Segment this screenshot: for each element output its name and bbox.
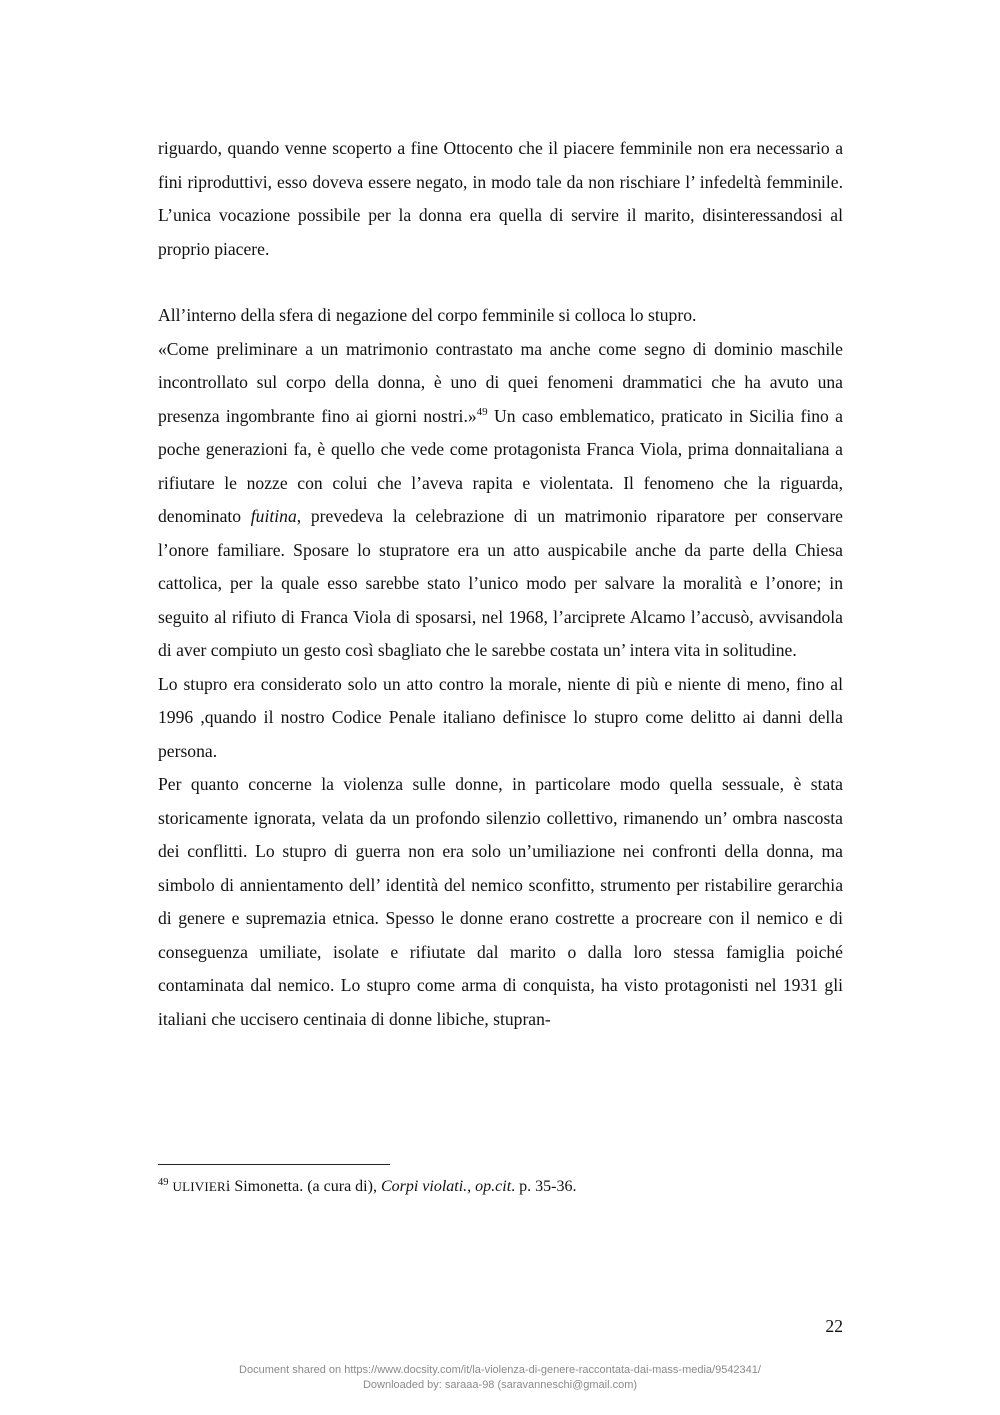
share-footer-url[interactable]: Document shared on https://www.docsity.com/it/la-violenza-di-genere-raccontata-dai-mass-media/9542341/ [239,1364,761,1376]
footnote-divider [158,1164,390,1165]
footnote-author-caps: ULIVIER [172,1179,226,1194]
quote-text: «Come preliminare a un matrimonio contrastato ma anche come segno di dominio maschile incontrollato sul corpo della donna, è uno di quei fenomeni drammatici che ha avuto una presenza ingombrante fino ai giorni nostri.» [158,338,843,426]
page-number: 22 [825,1316,843,1336]
fuitina-term: fuitina [250,506,297,526]
share-footer [0,1363,1000,1393]
paragraph-3-text-b: , prevedeva la celebrazione di un matrimonio riparatore per conservare l’onore familiare. Sposare lo stupratore era un atto auspicabile anche da parte della Chiesa cattolica, per la quale esso sarebbe stato l’unico modo per salvare la moralità e l’onore; in seguito al rifiuto di Franca Viola di sposarsi, nel 1968, l’arciprete Alcamo l’accusò, avvisandola di aver compiuto un gesto così sbagliato che le sarebbe costata un’ intera vita in solitudine. [158,506,843,660]
footnote [158,1176,843,1198]
page-body [158,132,843,1036]
footnote-pages: . p. 35-36. [511,1178,577,1195]
footnote-number: 49 [158,1177,169,1188]
paragraph-4: Lo stupro era considerato solo un atto contro la morale, niente di più e niente di meno, fino al 1996 ,quando il nostro Codice Penale italiano definisce lo stupro come delitto ai danni della persona. [158,673,843,761]
footnote-reference[interactable]: 49 [476,405,488,418]
share-footer-download: Downloaded by: saraaa-98 (saravanneschi@gmail.com) [362,1379,638,1391]
paragraph-5: Per quanto concerne la violenza sulle donne, in particolare modo quella sessuale, è stata storicamente ignorata, velata da un profondo silenzio collettivo, rimanendo un’ ombra nascosta dei conflitti. Lo stupro di guerra non era solo un’umiliazione nei confronti della donna, ma simbolo di annientamento dell’ identità del nemico sconfitto, strumento per ristabilire gerarchia di genere e supremazia etnica. Spesso le donne erano costrette a procreare con il nemico e di conseguenza umiliate, isolate e rifiutate dal marito o dalla loro stessa famiglia poiché contaminata dal nemico. Lo stupro come arma di conquista, ha visto protagonisti nel 1931 gli italiani che uccisero centinaia di donne libiche, stupran- [158,774,843,1029]
paragraph-3 [158,333,843,668]
paragraph-2: All’interno della sfera di negazione del corpo femminile si colloca lo stupro. [158,305,697,325]
paragraph-3-text-a: Un caso emblematico, praticato in Sicilia fino a poche generazioni fa, è quello che vede come protagonista Franca Viola, prima donnaitaliana a rifiutare le nozze con colui che l’aveva rapita e violentata. Il fenomeno che la riguarda, denominato [158,405,843,526]
footnote-author-rest: i Simonetta. (a cura di), [225,1178,381,1195]
paragraph-1: riguardo, quando venne scoperto a fine Ottocento che il piacere femminile non era necessario a fini riproduttivi, esso doveva essere negato, in modo tale da non rischiare l’ infedeltà femminile. L’unica vocazione possibile per la donna era quella di servire il marito, disinteressandosi al proprio piacere. [158,138,843,259]
footnote-title: Corpi violati., op.cit [380,1178,512,1195]
